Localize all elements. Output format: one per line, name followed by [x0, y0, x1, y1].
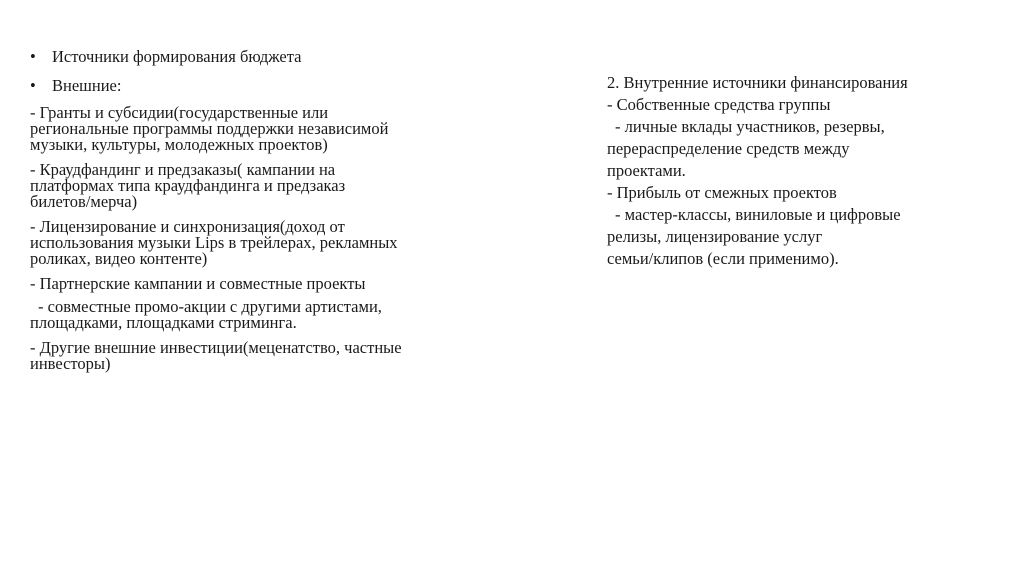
- text-line: - Краудфандинг и предзаказы( кампании на: [30, 160, 336, 179]
- bullet-text: Внешние:: [52, 76, 122, 95]
- text-line: - совместные промо-акции с другими артистами,: [38, 297, 382, 316]
- text-line: - Прибыль от смежных проектов: [607, 183, 837, 202]
- paragraph-partnerships: [30, 276, 480, 292]
- text-line: платформах типа краудфандинга и предзаказ: [30, 176, 346, 195]
- text-line: проектами.: [607, 161, 686, 180]
- text-line: билетов/мерча): [30, 192, 138, 211]
- text-line: релизы, лицензирование услуг: [607, 227, 823, 246]
- bullet-item: [30, 47, 480, 67]
- right-column: [607, 72, 987, 270]
- text-line: площадками, площадками стриминга.: [30, 313, 297, 332]
- text-line: музыки, культуры, молодежных проектов): [30, 135, 328, 154]
- paragraph-licensing: [30, 219, 480, 267]
- text-line: - личные вклады участников, резервы,: [615, 117, 885, 136]
- paragraph-joint-promo: [30, 299, 480, 331]
- text-line: роликах, видео контенте): [30, 249, 208, 268]
- paragraph-other-investments: [30, 340, 480, 372]
- bullet-item: [30, 76, 480, 96]
- left-column: [30, 47, 480, 381]
- text-line: использования музыки Lips в трейлерах, рекламных: [30, 233, 398, 252]
- text-line: перераспределение средств между: [607, 139, 850, 158]
- paragraph-crowdfunding: [30, 162, 480, 210]
- text-line: - Собственные средства группы: [607, 95, 831, 114]
- text-line: - Другие внешние инвестиции(меценатство, частные: [30, 338, 402, 357]
- text-line: - Партнерские кампании и совместные проекты: [30, 274, 366, 293]
- text-line: - Лицензирование и синхронизация(доход от: [30, 217, 345, 236]
- bullet-text: Источники формирования бюджета: [52, 47, 302, 66]
- paragraph-grants: [30, 105, 480, 153]
- text-line: - мастер-классы, виниловые и цифровые: [615, 205, 901, 224]
- text-line: региональные программы поддержки независимой: [30, 119, 389, 138]
- bullet-dot-icon: •: [30, 76, 36, 95]
- text-line: инвесторы): [30, 354, 111, 373]
- bullet-dot-icon: •: [30, 47, 36, 66]
- text-line: семьи/клипов (если применимо).: [607, 249, 839, 268]
- section-heading: 2. Внутренние источники финансирования: [607, 73, 908, 92]
- text-line: - Гранты и субсидии(государственные или: [30, 103, 329, 122]
